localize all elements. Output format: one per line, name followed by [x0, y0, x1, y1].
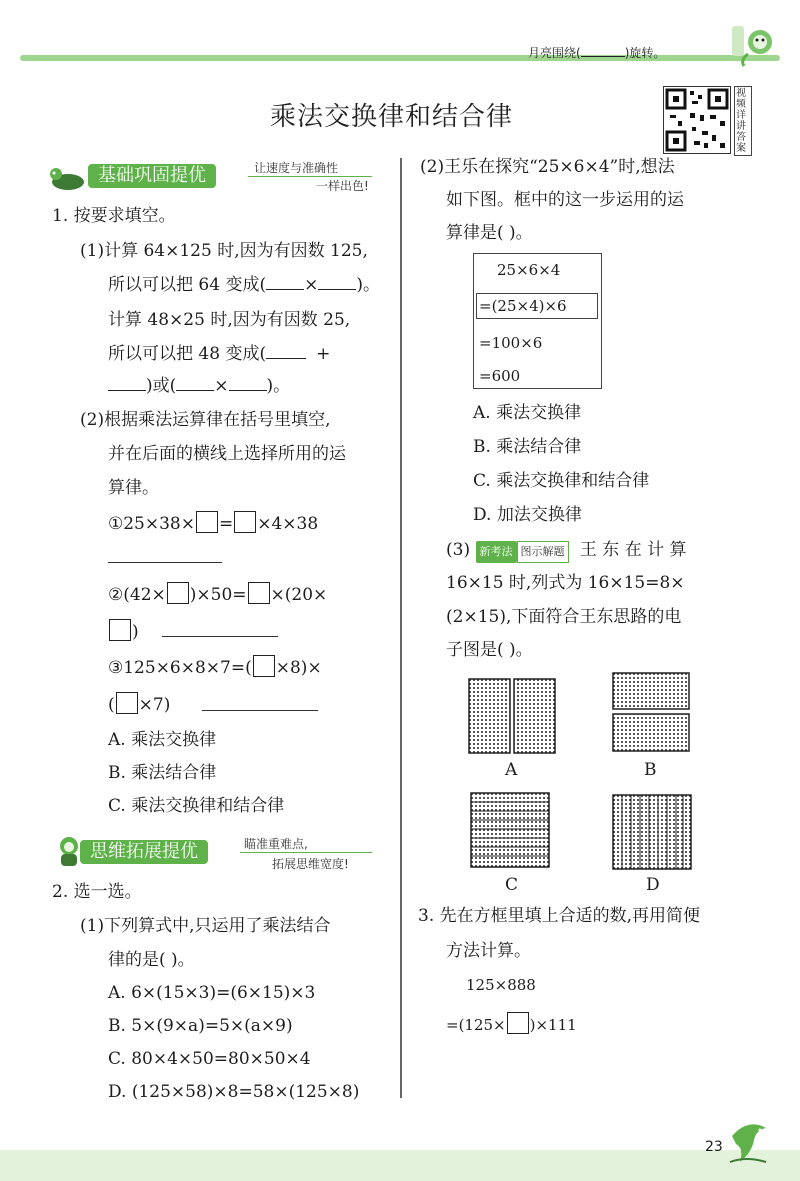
answer-box[interactable] [507, 1012, 529, 1034]
answer-box[interactable] [234, 511, 256, 533]
q3-expr: 125×888 [466, 976, 536, 994]
q3-line1: 3. 先在方框里填上合适的数,再用简便 [418, 906, 701, 926]
q2-option-a: A. 6×(15×3)=(6×15)×3 [108, 983, 316, 1003]
pic-label-d: D [646, 875, 660, 895]
riddle-note: 月亮围绕( )旋转。 [528, 46, 666, 60]
section-note-line2: 拓展思维宽度! [272, 857, 349, 871]
section-banner-extend: 思维拓展提优 [80, 840, 208, 864]
answer-box[interactable] [167, 582, 189, 604]
q1-expr2: ②(42× )×50= ×(20× [108, 582, 327, 605]
q3-line2: 方法计算。 [446, 941, 531, 961]
q2-option-b: B. 5×(9×a)=5×(a×9) [108, 1016, 293, 1036]
q1-expr3-cont: ( ×7) [108, 692, 170, 715]
q2-p2-option-c: C. 乘法交换律和结合律 [473, 471, 650, 491]
q1-expr3: ③125×6×8×7=( ×8)× [108, 655, 322, 678]
calc-step: =(25×4)×6 [479, 297, 567, 315]
q1-p1-line5: )或( × )。 [108, 376, 290, 396]
dot-picture-b[interactable] [612, 672, 690, 752]
answer-blank[interactable] [108, 390, 146, 391]
q2-p3-line4: 子图是( )。 [446, 640, 533, 660]
q1-p2-line3: 算律。 [108, 478, 159, 498]
calc-step: =600 [479, 367, 521, 385]
answer-box[interactable] [196, 511, 218, 533]
answer-line[interactable] [162, 636, 278, 637]
q1-p2-line2: 并在后面的横线上选择所用的运 [108, 444, 346, 464]
answer-box[interactable] [109, 619, 131, 641]
q1-option-b: B. 乘法结合律 [108, 763, 217, 783]
calc-step: =100×6 [479, 334, 543, 352]
section-note-line2: 一样出色! [316, 179, 369, 193]
q2-p2-line2: 如下图。框中的这一步运用的运 [446, 190, 684, 210]
column-divider [400, 158, 402, 1098]
q1-heading: 1. 按要求填空。 [52, 206, 176, 226]
monkey-mascot-icon [730, 20, 778, 68]
dot-picture-a[interactable] [468, 678, 556, 754]
answer-box[interactable] [248, 582, 270, 604]
calc-step: 25×6×4 [497, 261, 561, 279]
answer-line[interactable] [108, 562, 222, 563]
q2-p1-line1: (1)下列算式中,只运用了乘法结合 [80, 916, 331, 936]
pic-label-b: B [644, 760, 657, 780]
page-number: 23 [705, 1139, 723, 1155]
pic-label-c: C [505, 875, 519, 895]
q3-step: =(125× )×111 [446, 1012, 577, 1035]
answer-box[interactable] [116, 692, 138, 714]
q1-p1-line4: 所以可以把 48 变成( + [108, 344, 331, 364]
answer-line[interactable] [202, 710, 318, 711]
q1-p2-line1: (2)根据乘法运算律在括号里填空, [80, 410, 331, 430]
answer-blank[interactable] [266, 289, 304, 290]
dot-picture-c[interactable] [470, 792, 550, 868]
q2-option-d: D. (125×58)×8=58×(125×8) [108, 1082, 360, 1102]
section-note-line1: 让速度与准确性 [254, 161, 339, 175]
answer-blank[interactable] [176, 390, 214, 391]
q1-p1-line2: 所以可以把 64 变成( × )。 [108, 275, 380, 295]
q2-option-c: C. 80×4×50=80×50×4 [108, 1049, 311, 1069]
q2-p3-line2: 16×15 时,列式为 16×15=8× [446, 573, 685, 593]
q2-p2-option-d: D. 加法交换律 [473, 505, 582, 525]
page-title: 乘法交换律和结合律 [270, 102, 514, 132]
q1-option-a: A. 乘法交换律 [108, 730, 217, 750]
q2-p2-line1: (2)王乐在探究“25×6×4”时,想法 [420, 157, 675, 177]
q2-p2-option-a: A. 乘法交换律 [473, 403, 582, 423]
q2-heading: 2. 选一选。 [52, 882, 142, 902]
top-bar [20, 55, 780, 61]
turtle-mascot-icon [48, 162, 88, 192]
answer-box[interactable] [253, 655, 275, 677]
q1-p1-line1: (1)计算 64×125 时,因为有因数 125, [80, 241, 368, 261]
answer-blank[interactable] [318, 289, 356, 290]
q1-p1-line3: 计算 48×25 时,因为有因数 25, [108, 310, 351, 330]
q2-p2-line3: 算律是( )。 [446, 223, 533, 243]
qr-code-icon[interactable] [663, 86, 731, 154]
section-note-line1: 瞄准重难点, [244, 837, 308, 851]
bottom-bar [0, 1150, 800, 1181]
q2-p2-option-b: B. 乘法结合律 [473, 437, 582, 457]
answer-blank[interactable] [266, 358, 306, 359]
q2-p3-line1: (3) 新考法 图示解题 王 东 在 计 算 [446, 540, 687, 563]
section-note-underline [248, 176, 372, 177]
q1-option-c: C. 乘法交换律和结合律 [108, 796, 285, 816]
dolphin-mascot-icon [726, 1118, 772, 1166]
dot-picture-d[interactable] [612, 794, 692, 870]
section-banner-basic: 基础巩固提优 [88, 164, 216, 188]
q1-expr1: ①25×38× = ×4×38 [108, 511, 318, 534]
pic-label-a: A [505, 760, 518, 780]
diagram-tag: 图示解题 [517, 541, 569, 563]
q1-expr2-cont: ) [108, 619, 139, 642]
q2-p1-line2: 律的是( )。 [108, 950, 195, 970]
section-note-underline [240, 852, 372, 853]
answer-blank[interactable] [229, 390, 267, 391]
new-exam-tag: 新考法 [476, 541, 517, 563]
qr-note: 视频详讲答案 [734, 86, 752, 156]
q2-p3-line3: (2×15),下面符合王东思路的电 [446, 607, 682, 627]
